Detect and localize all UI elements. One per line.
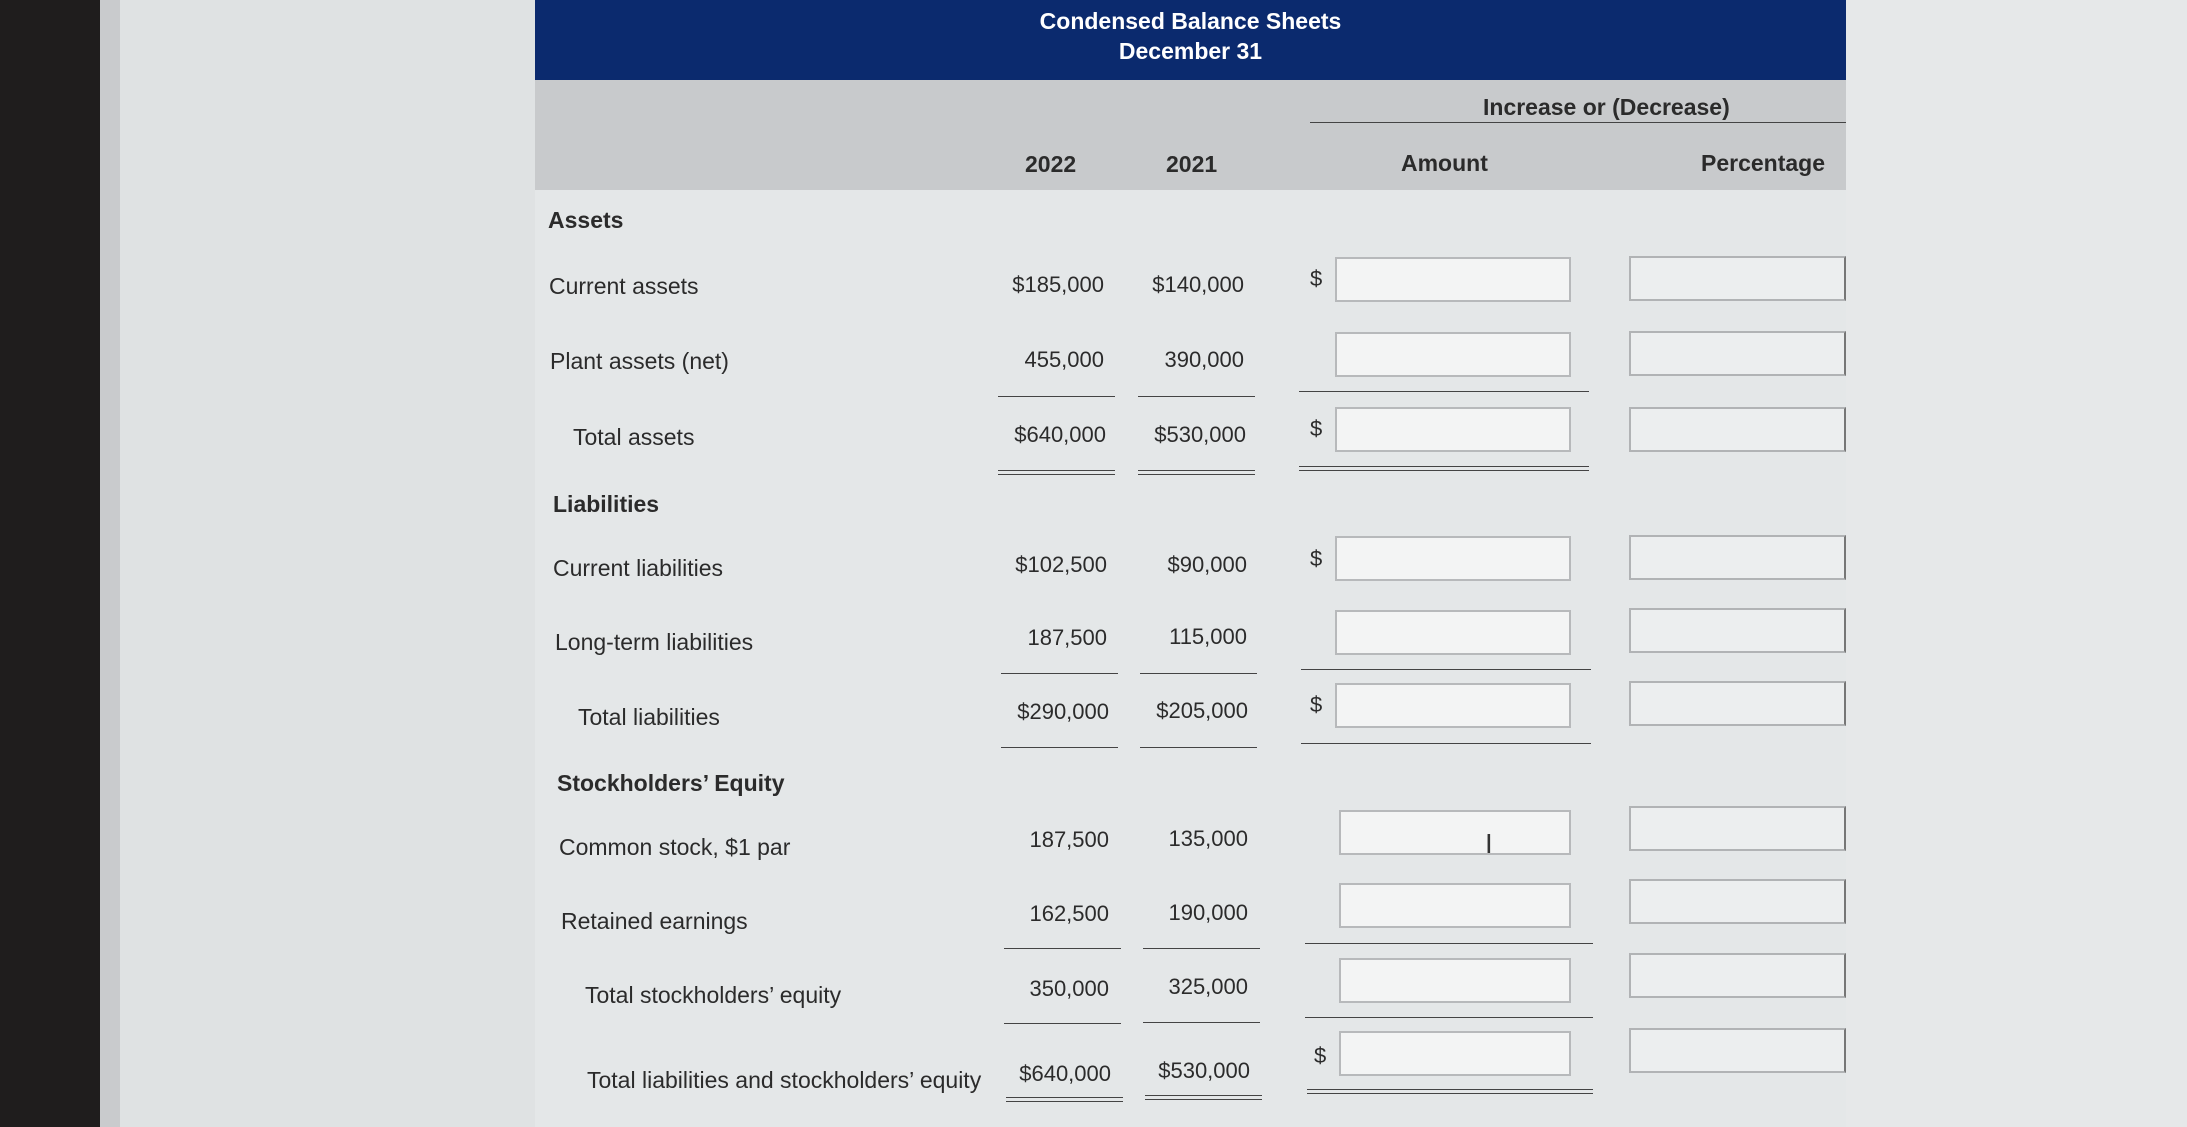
column-header [535,80,1846,190]
double-underline [1299,470,1589,471]
amount-input-long-term-liabilities[interactable] [1335,610,1571,655]
row-label-total-assets: Total assets [573,424,695,450]
dollar-sign: $ [1310,266,1323,291]
value-2021: $205,000 [1156,698,1248,723]
value-2021: $90,000 [1167,552,1247,577]
value-2021: 325,000 [1168,974,1248,999]
underline [998,396,1115,397]
underline [1140,747,1257,748]
underline [1301,743,1591,744]
underline [1004,948,1121,949]
percentage-input-plant-assets[interactable] [1629,331,1846,376]
percentage-input-total-liabilities[interactable] [1629,681,1846,726]
value-2022: $290,000 [1017,699,1109,724]
double-underline [1299,466,1589,467]
section-stockholders-equity: Stockholders’ Equity [557,770,785,796]
dollar-sign: $ [1310,692,1323,717]
underline [1140,673,1257,674]
value-2021: $530,000 [1158,1058,1250,1083]
value-2021: $140,000 [1152,272,1244,297]
text-cursor-icon: I [1485,830,1493,860]
double-underline [1307,1089,1593,1090]
amount-input-total-assets[interactable] [1335,407,1571,452]
row-label-current-assets: Current assets [549,273,699,299]
amount-input-total-liabilities[interactable] [1335,683,1571,728]
value-2022: 187,500 [1029,827,1109,852]
value-2021: 390,000 [1164,347,1244,372]
underline [1004,1023,1121,1024]
sheet-date: December 31 [1118,38,1263,64]
underline [1143,1022,1260,1023]
value-2022: 350,000 [1029,976,1109,1001]
value-2022: 187,500 [1027,625,1107,650]
amount-header: Amount [1401,150,1488,176]
row-label-current-liabilities: Current liabilities [553,555,724,581]
col-2022-header: 2022 [1025,151,1077,177]
amount-input-current-liabilities[interactable] [1335,536,1571,581]
double-underline [1006,1101,1123,1102]
amount-input-total-stockholders-equity[interactable] [1339,958,1571,1003]
title-bar [535,0,1846,80]
increase-decrease-header: Increase or (Decrease) [1483,94,1730,120]
double-underline [1307,1093,1593,1094]
percentage-input-retained-earnings[interactable] [1629,879,1846,924]
value-2022: $185,000 [1012,272,1104,297]
balance-sheet-panel [535,0,1846,1127]
percentage-input-current-liabilities[interactable] [1629,535,1846,580]
value-2022: $640,000 [1019,1061,1111,1086]
double-underline [998,474,1115,475]
underline [1001,747,1118,748]
dollar-sign: $ [1314,1043,1327,1068]
section-assets: Assets [548,207,624,233]
row-label-total-liabilities: Total liabilities [578,704,720,730]
double-underline [1145,1099,1262,1100]
value-2021: 190,000 [1168,900,1248,925]
double-underline [998,470,1115,471]
sheet-title: Condensed Balance Sheets [1039,8,1342,34]
percentage-header: Percentage [1701,150,1826,176]
row-label-plant-assets: Plant assets (net) [550,348,729,374]
double-underline [1145,1095,1262,1096]
underline [1305,943,1593,944]
amount-input-plant-assets[interactable] [1335,332,1571,377]
row-label-long-term-liabilities: Long-term liabilities [555,629,754,655]
monitor-edge [100,0,120,1127]
underline [1001,673,1118,674]
dollar-sign: $ [1310,416,1323,441]
col-2021-header: 2021 [1166,151,1218,177]
value-2022: $640,000 [1014,422,1106,447]
underline [1301,669,1591,670]
percentage-input-long-term-liabilities[interactable] [1629,608,1846,653]
percentage-input-common-stock[interactable] [1629,806,1846,851]
percentage-input-total-liabilities-and-equity[interactable] [1629,1028,1846,1073]
value-2021: 115,000 [1169,624,1247,649]
amount-input-retained-earnings[interactable] [1339,883,1571,928]
row-label-total-stockholders-equity: Total stockholders’ equity [585,982,842,1008]
double-underline [1006,1097,1123,1098]
row-label-total-liabilities-and-equity: Total liabilities and stockholders’ equity [587,1067,982,1093]
value-2022: 162,500 [1029,901,1109,926]
value-2022: 455,000 [1024,347,1104,372]
underline [1138,396,1255,397]
underline [1299,391,1589,392]
underline [1143,948,1260,949]
row-label-common-stock: Common stock, $1 par [559,834,791,860]
amount-input-common-stock[interactable] [1339,810,1571,855]
row-label-retained-earnings: Retained earnings [561,908,748,934]
value-2021: $530,000 [1154,422,1246,447]
group-header-rule [1310,122,1846,123]
double-underline [1138,470,1255,471]
monitor-bezel [0,0,100,1127]
dollar-sign: $ [1310,546,1323,571]
percentage-input-current-assets[interactable] [1629,256,1846,301]
percentage-input-total-stockholders-equity[interactable] [1629,953,1846,998]
underline [1305,1017,1593,1018]
double-underline [1138,474,1255,475]
amount-input-total-liabilities-and-equity[interactable] [1339,1031,1571,1076]
screen-margin-left [120,0,535,1127]
amount-input-current-assets[interactable] [1335,257,1571,302]
section-liabilities: Liabilities [553,491,660,517]
screen-margin-right [1846,0,2187,1127]
percentage-input-total-assets[interactable] [1629,407,1846,452]
value-2022: $102,500 [1015,552,1107,577]
value-2021: 135,000 [1168,826,1248,851]
